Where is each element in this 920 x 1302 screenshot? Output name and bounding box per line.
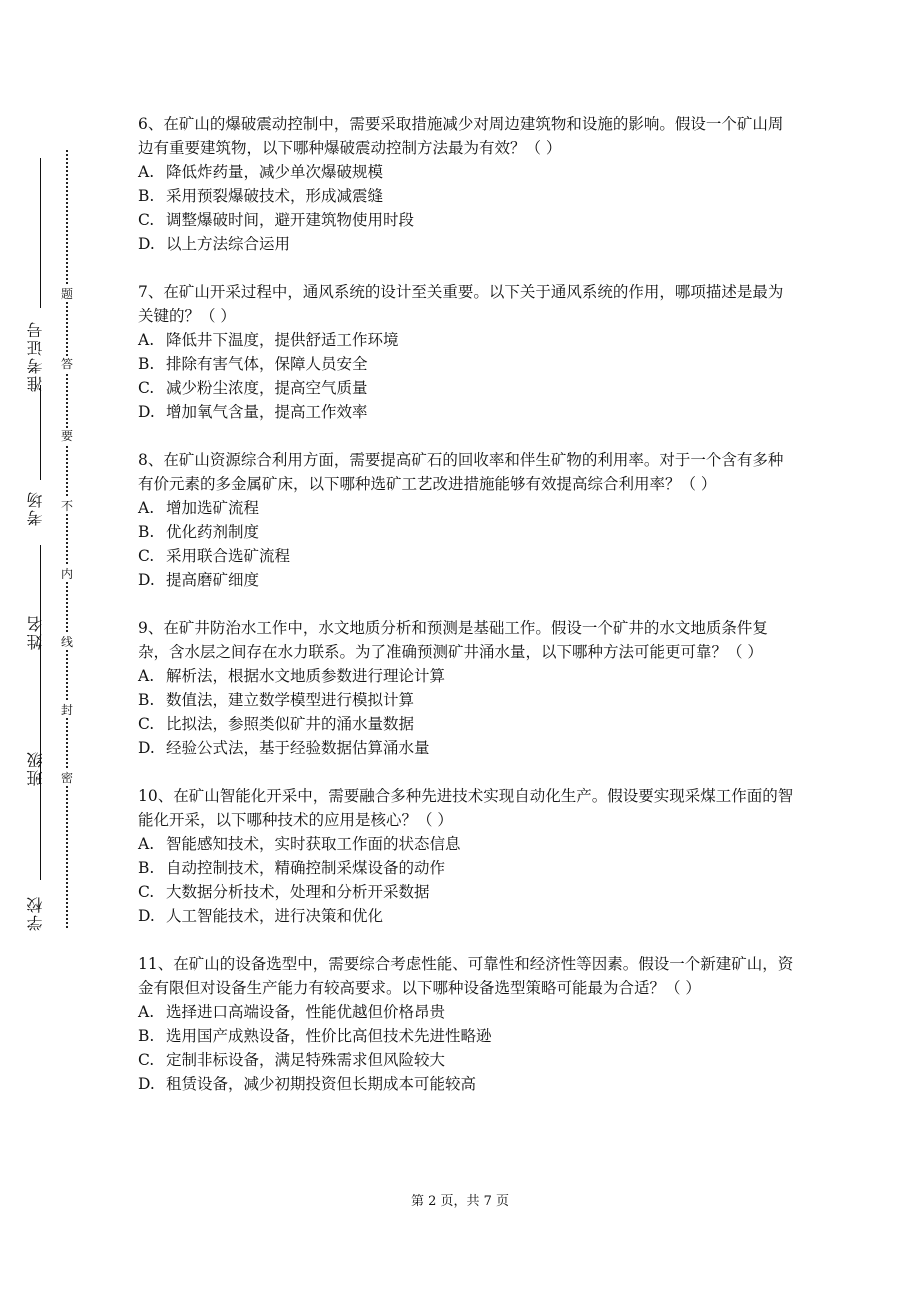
seal-char: 线: [60, 635, 73, 649]
option-letter: A.: [138, 331, 155, 349]
option-b: [138, 184, 798, 208]
option-text: 比拟法，参照类似矿井的涌水量数据: [166, 715, 415, 733]
option-letter: B.: [138, 355, 155, 373]
question-11: [138, 952, 798, 1096]
seal-char: 密: [60, 771, 73, 785]
option-text: 解析法，根据水文地质参数进行理论计算: [166, 667, 446, 685]
option-a: [138, 664, 798, 688]
option-letter: C.: [138, 547, 155, 565]
option-text: 定制非标设备，满足特殊需求但风险较大: [166, 1051, 446, 1069]
option-letter: C.: [138, 1051, 155, 1069]
name-label: 姓名: [26, 614, 45, 650]
option-text: 增加选矿流程: [166, 499, 260, 517]
option-text: 降低井下温度，提供舒适工作环境: [166, 331, 399, 349]
question-stem: 9、在矿井防治水工作中，水文地质分析和预测是基础工作。假设一个矿井的水文地质条件复杂，含水层之间存在水力联系。为了准确预测矿井涌水量，以下哪种方法可能更可靠？（ ）: [138, 619, 768, 661]
option-text: 提高磨矿细度: [166, 571, 260, 589]
option-a: [138, 832, 798, 856]
option-d: [138, 904, 798, 928]
admission-number-label: 准考证号: [26, 320, 45, 392]
seal-char: 题: [60, 287, 73, 301]
seal-char: 要: [60, 429, 73, 443]
option-letter: B.: [138, 523, 155, 541]
option-letter: D.: [138, 1075, 155, 1093]
option-d: [138, 400, 798, 424]
option-text: 增加氧气含量，提高工作效率: [166, 403, 368, 421]
question-stem: 10、在矿山智能化开采中，需要融合多种先进技术实现自动化生产。假设要实现采煤工作面的智能化开采，以下哪种技术的应用是核心？（ ）: [138, 787, 794, 829]
exam-room-blank-line: [40, 385, 41, 480]
option-c: [138, 208, 798, 232]
option-letter: B.: [138, 859, 155, 877]
question-8: [138, 448, 798, 592]
question-stem: 7、在矿山开采过程中，通风系统的设计至关重要。以下关于通风系统的作用，哪项描述是最为关键的？（ ）: [138, 283, 784, 325]
option-letter: A.: [138, 499, 155, 517]
option-letter: C.: [138, 883, 155, 901]
exam-room-field: [28, 490, 48, 526]
option-text: 经验公式法，基于经验数据估算涌水量: [166, 739, 430, 757]
option-letter: C.: [138, 715, 155, 733]
option-text: 人工智能技术，进行决策和优化: [166, 907, 384, 925]
school-label: 学校: [26, 895, 45, 931]
option-letter: B.: [138, 187, 155, 205]
option-letter: C.: [138, 379, 155, 397]
option-text: 排除有害气体，保障人员安全: [166, 355, 368, 373]
question-stem: 8、在矿山资源综合利用方面，需要提高矿石的回收率和伴生矿物的利用率。对于一个含有多种有价元素的多金属矿床，以下哪种选矿工艺改进措施能够有效提高综合利用率？（ ）: [138, 451, 784, 493]
question-stem: 6、在矿山的爆破震动控制中，需要采取措施减少对周边建筑物和设施的影响。假设一个矿山周边有重要建筑物，以下哪种爆破震动控制方法最为有效？（ ）: [138, 115, 784, 157]
option-text: 采用预裂爆破技术，形成减震缝: [166, 187, 384, 205]
binding-margin: [0, 0, 110, 1302]
seal-char: 答: [60, 357, 73, 371]
option-b: [138, 1024, 798, 1048]
option-c: [138, 376, 798, 400]
option-text: 采用联合选矿流程: [166, 547, 291, 565]
school-field: [28, 895, 48, 931]
option-c: [138, 1048, 798, 1072]
option-text: 优化药剂制度: [166, 523, 260, 541]
question-stem: 11、在矿山的设备选型中，需要综合考虑性能、可靠性和经济性等因素。假设一个新建矿山，资金有限但对设备生产能力有较高要求。以下哪种设备选型策略可能最为合适？（ ）: [138, 955, 794, 997]
option-b: [138, 352, 798, 376]
seal-char: 不: [60, 499, 73, 513]
seal-char: 内: [60, 567, 73, 581]
option-letter: C.: [138, 211, 155, 229]
question-list: [138, 112, 798, 1120]
seal-char: 封: [60, 703, 73, 717]
page-number: 第 2 页，共 7 页: [410, 1194, 510, 1209]
option-c: [138, 880, 798, 904]
option-b: [138, 688, 798, 712]
question-10: [138, 784, 798, 928]
option-letter: A.: [138, 1003, 155, 1021]
option-letter: A.: [138, 163, 155, 181]
option-text: 以上方法综合运用: [166, 235, 291, 253]
option-a: [138, 160, 798, 184]
option-b: [138, 520, 798, 544]
name-field: [28, 614, 48, 650]
option-text: 数值法，建立数学模型进行模拟计算: [166, 691, 415, 709]
seal-dotted-line: [66, 150, 68, 928]
option-text: 自动控制技术，精确控制采煤设备的动作: [166, 859, 446, 877]
option-text: 减少粉尘浓度，提高空气质量: [166, 379, 368, 397]
option-letter: D.: [138, 907, 155, 925]
option-a: [138, 328, 798, 352]
option-letter: D.: [138, 235, 155, 253]
option-text: 选用国产成熟设备，性价比高但技术先进性略逊: [166, 1027, 492, 1045]
option-text: 租赁设备，减少初期投资但长期成本可能较高: [166, 1075, 477, 1093]
question-6: [138, 112, 798, 256]
exam-room-label: 考场: [26, 490, 45, 526]
option-a: [138, 496, 798, 520]
option-letter: A.: [138, 667, 155, 685]
question-9: [138, 616, 798, 760]
option-text: 选择进口高端设备，性能优越但价格昂贵: [166, 1003, 446, 1021]
option-d: [138, 568, 798, 592]
option-letter: D.: [138, 571, 155, 589]
class-label: 班级: [26, 750, 45, 786]
option-text: 降低炸药量，减少单次爆破规模: [166, 163, 384, 181]
option-d: [138, 736, 798, 760]
option-a: [138, 1000, 798, 1024]
option-letter: B.: [138, 691, 155, 709]
option-text: 智能感知技术，实时获取工作面的状态信息: [166, 835, 461, 853]
option-b: [138, 856, 798, 880]
option-letter: D.: [138, 403, 155, 421]
school-blank-line: [40, 700, 41, 880]
option-letter: B.: [138, 1027, 155, 1045]
option-text: 大数据分析技术，处理和分析开采数据: [166, 883, 430, 901]
option-c: [138, 544, 798, 568]
option-c: [138, 712, 798, 736]
option-letter: A.: [138, 835, 155, 853]
option-d: [138, 1072, 798, 1096]
admission-number-field: [28, 320, 48, 392]
option-text: 调整爆破时间，避开建筑物使用时段: [166, 211, 415, 229]
class-field: [28, 750, 48, 786]
admission-blank-line: [40, 158, 41, 308]
question-7: [138, 280, 798, 424]
option-d: [138, 232, 798, 256]
option-letter: D.: [138, 739, 155, 757]
